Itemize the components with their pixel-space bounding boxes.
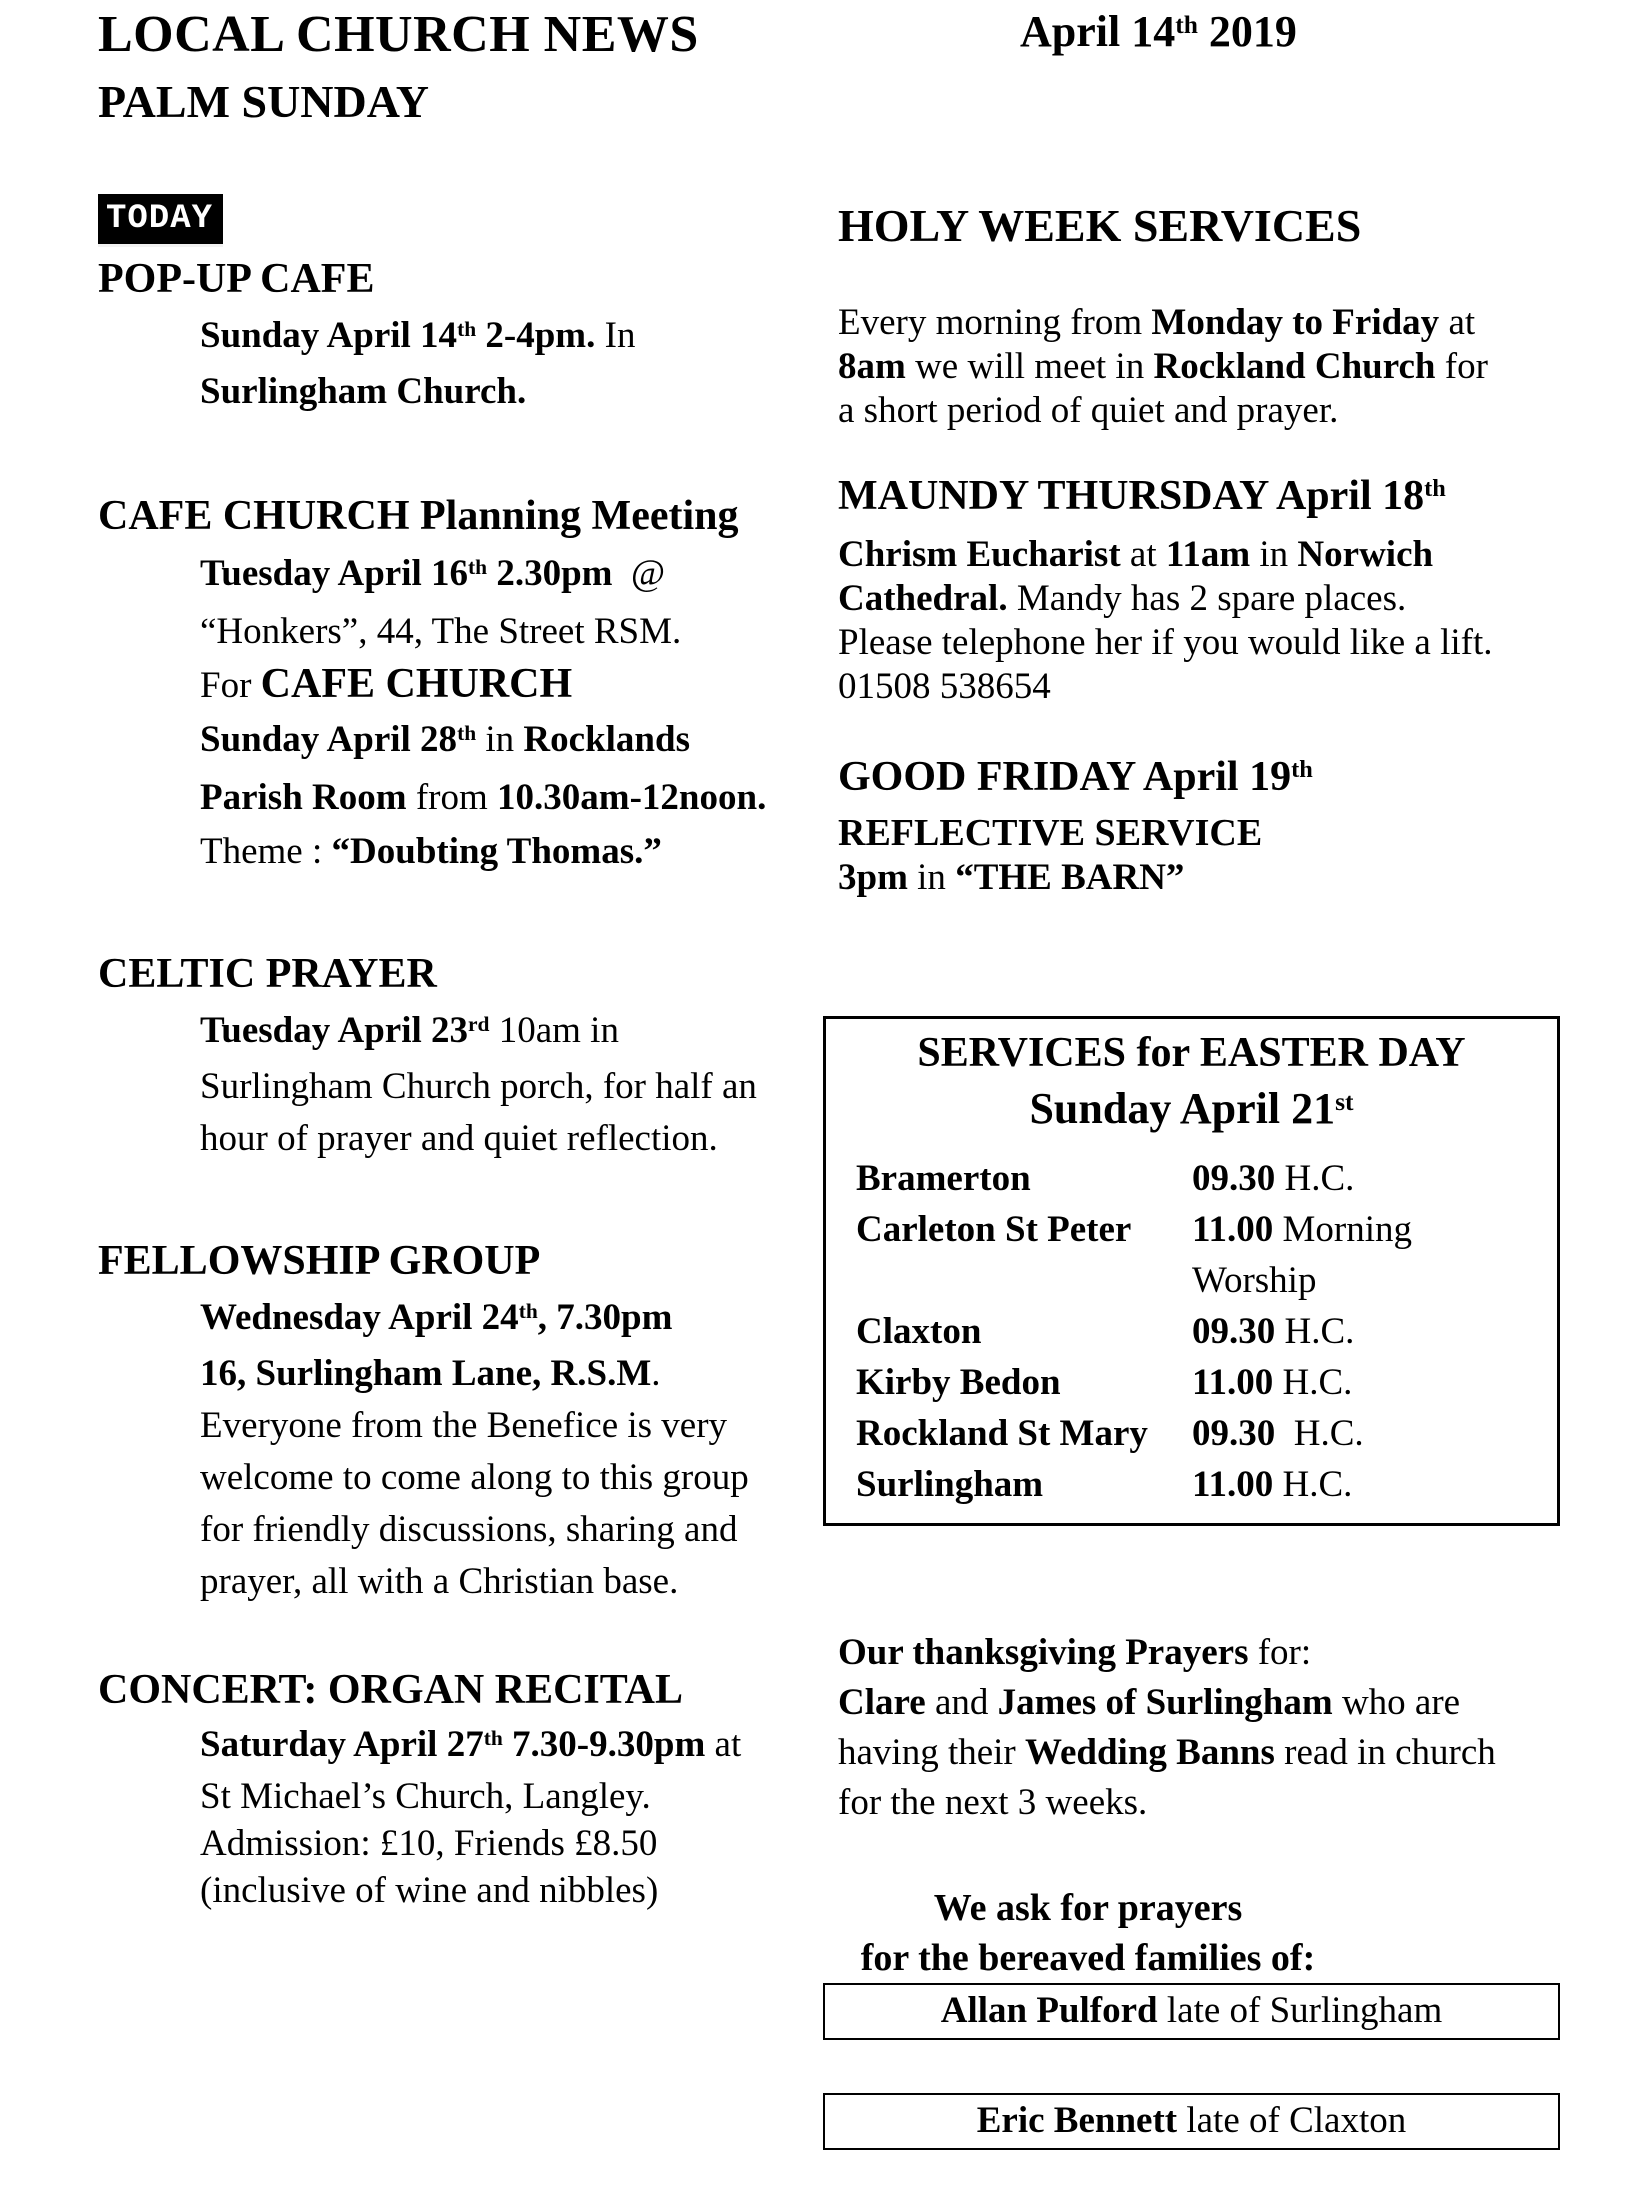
body-line: St Michael’s Church, Langley. [200,1776,651,1817]
body-line: Tuesday April 23rd 10am in [200,1010,619,1051]
easter-services-box [823,1016,1560,1526]
easter-services-subtitle: Sunday April 21st [1029,1084,1354,1133]
body-line: Surlingham Church porch, for half an [200,1066,757,1107]
right-column [838,0,1580,2150]
body-line: Our thanksgiving Prayers for: [838,1632,1312,1673]
table-row [840,1204,1543,1306]
reflective-service-line: REFLECTIVE SERVICE [838,812,1263,854]
body-line: Sunday April 28th in Rocklands [200,719,690,760]
thanksgiving-paragraph [838,1628,1580,1828]
church-name: Surlingham [856,1464,1044,1505]
body-line: welcome to come along to this group [200,1457,749,1498]
table-row [840,1306,1543,1357]
table-row [840,1357,1543,1408]
service-cell: 11.00 Morning Worship [1192,1209,1421,1301]
body-line: Please telephone her if you would like a lift. [838,622,1493,663]
page-subtitle: PALM SUNDAY [98,76,429,127]
section-heading: FELLOWSHIP GROUP [98,1238,541,1284]
phone-number: 01508 538654 [838,666,1051,707]
body-line: Every morning from Monday to Friday at [838,302,1476,343]
section-heading: CELTIC PRAYER [98,951,437,997]
body-line: Parish Room from 10.30am-12noon. [200,777,767,818]
section-body [98,1005,828,1165]
body-line: Surlingham Church. [200,371,527,412]
section-body [98,1721,828,1914]
body-line: Admission: £10, Friends £8.50 [200,1823,658,1864]
service-cell: 09.30 H.C. [1192,1311,1355,1352]
body-line: a short period of quiet and prayer. [838,390,1339,431]
church-name: Rockland St Mary [856,1413,1148,1454]
body-line: Saturday April 27th 7.30-9.30pm at [200,1724,742,1765]
maundy-thursday-heading: MAUNDY THURSDAY April 18th [838,473,1446,519]
body-line: for the next 3 weeks. [838,1782,1148,1823]
section-fellowship-group [98,1238,828,1608]
section-body [98,310,828,418]
service-cell: 09.30 H.C. [1192,1158,1355,1199]
left-column [98,0,828,1914]
body-line: “Honkers”, 44, The Street RSM. [200,611,682,652]
page-title: LOCAL CHURCH NEWS [98,6,699,63]
good-friday-heading: GOOD FRIDAY April 19th [838,754,1313,800]
body-line: Wednesday April 24th, 7.30pm [200,1297,673,1338]
section-cafe-church-planning [98,493,828,879]
section-pop-up-cafe [98,256,828,418]
maundy-thursday-paragraph [838,533,1580,709]
section-heading: POP-UP CAFE [98,256,375,302]
section-heading: CONCERT: ORGAN RECITAL [98,1667,684,1713]
church-name: Bramerton [856,1158,1031,1199]
body-line: prayer, all with a Christian base. [200,1561,679,1602]
bereaved-name-line: Eric Bennett late of Claxton [976,2100,1407,2141]
service-cell: 11.00 H.C. [1192,1464,1353,1505]
body-line: for friendly discussions, sharing and [200,1509,738,1550]
section-body [98,547,828,879]
easter-services-title: SERVICES for EASTER DAY [917,1030,1466,1076]
body-line: 8am we will meet in Rockland Church for [838,346,1488,387]
bereaved-box-eric-bennett [823,2093,1560,2150]
service-cell: 11.00 H.C. [1192,1362,1353,1403]
body-line: Everyone from the Benefice is very [200,1405,728,1446]
holy-week-paragraph [838,301,1580,433]
holy-week-heading: HOLY WEEK SERVICES [838,200,1362,251]
table-row [840,1153,1543,1204]
body-line: Theme : “Doubting Thomas.” [200,831,662,872]
body-line: for the bereaved families of: [860,1937,1316,1979]
body-line: Cathedral. Mandy has 2 spare places. [838,578,1407,619]
prayer-request-block [838,1883,1338,1983]
body-line: Sunday April 14th 2-4pm. In [200,315,636,356]
table-row [840,1408,1543,1459]
section-body [98,1292,828,1608]
today-badge-row [98,194,828,244]
body-line: Chrism Eucharist at 11am in Norwich [838,534,1434,575]
church-name: Carleton St Peter [856,1209,1132,1250]
table-row [840,1459,1543,1510]
section-concert-organ-recital [98,1667,828,1914]
body-line: 3pm in “THE BARN” [838,857,1185,898]
body-line: We ask for prayers [933,1887,1243,1929]
body-line: hour of prayer and quiet reflection. [200,1118,718,1159]
church-name: Kirby Bedon [856,1362,1061,1403]
bereaved-box-allan-pulford [823,1983,1560,2040]
body-line: Tuesday April 16th 2.30pm @ [200,553,666,594]
bereaved-name-line: Allan Pulford late of Surlingham [940,1990,1443,2031]
good-friday-paragraph [838,811,1580,900]
church-name: Claxton [856,1311,982,1352]
body-line: For CAFE CHURCH [200,661,573,707]
issue-date: April 14th 2019 [1020,7,1297,56]
body-line: 16, Surlingham Lane, R.S.M. [200,1353,661,1394]
body-line: having their Wedding Banns read in church [838,1732,1496,1773]
body-line: Clare and James of Surlingham who are [838,1682,1461,1723]
section-heading: CAFE CHURCH Planning Meeting [98,493,739,539]
section-celtic-prayer [98,951,828,1165]
body-line: (inclusive of wine and nibbles) [200,1870,659,1911]
service-cell: 09.30 H.C. [1192,1413,1364,1454]
today-badge: TODAY [98,194,223,244]
easter-services-table [840,1153,1543,1510]
